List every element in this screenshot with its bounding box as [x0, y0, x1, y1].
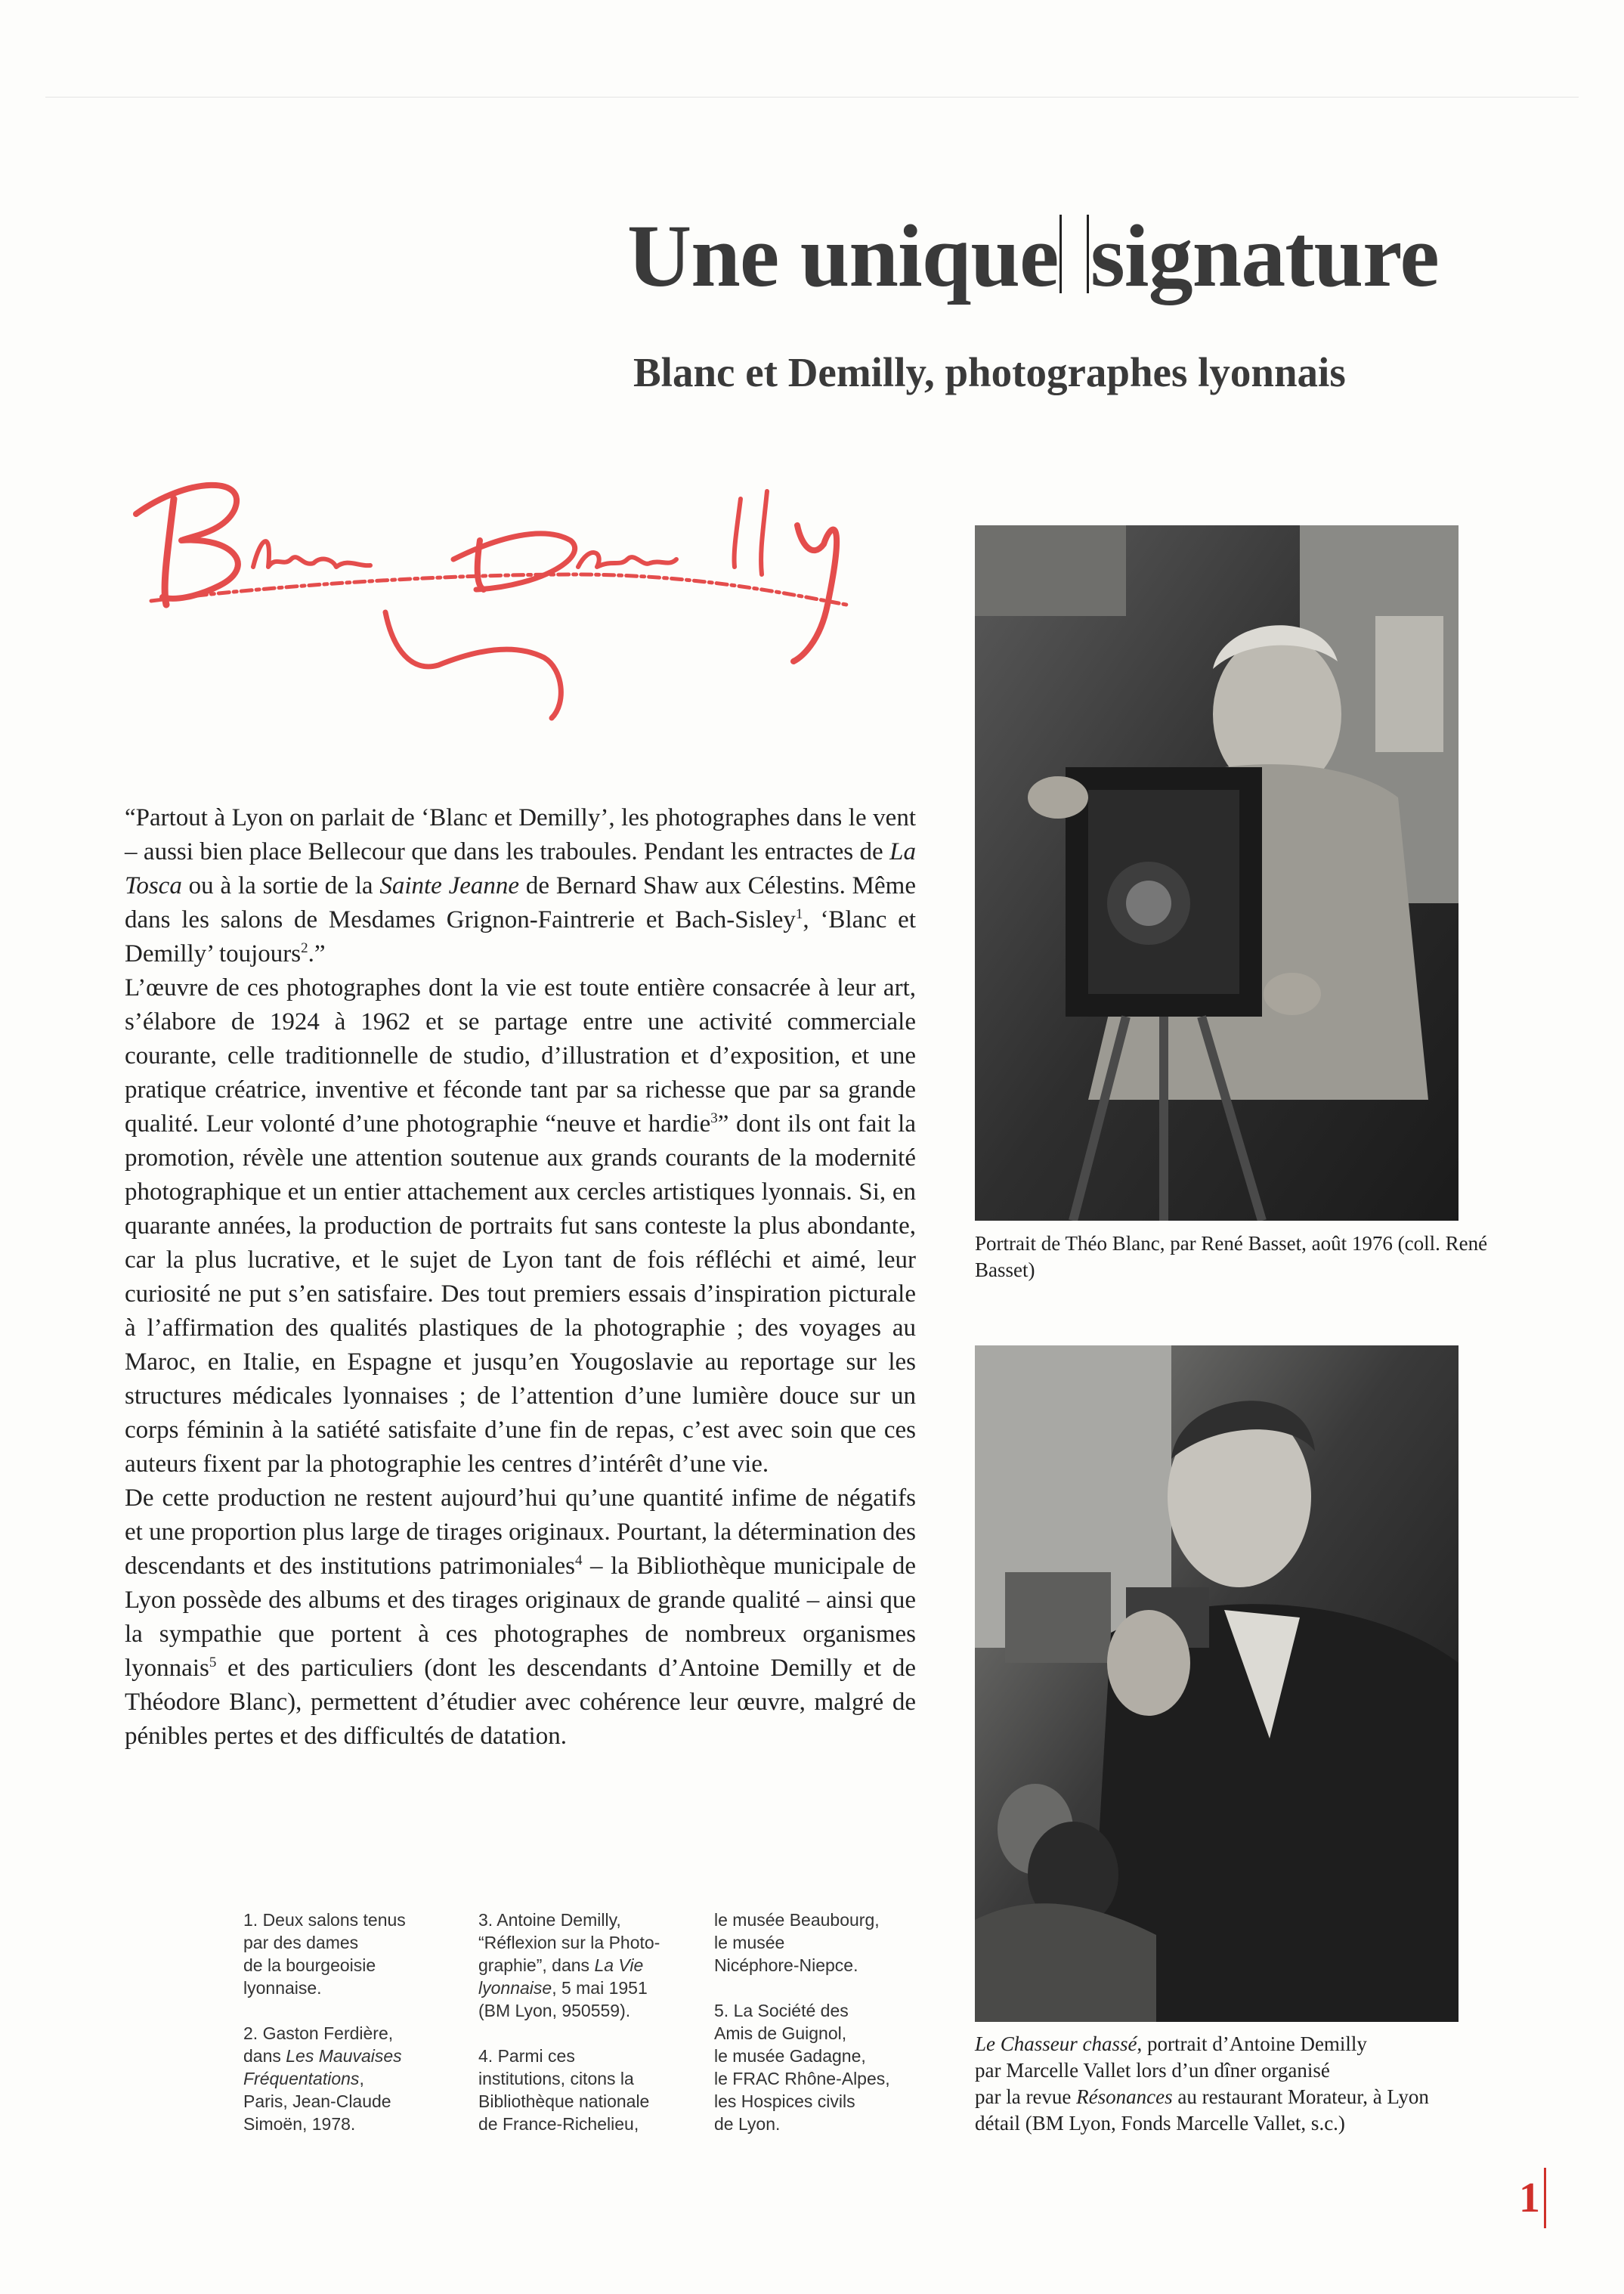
footnotes-col-3: [714, 1909, 926, 2158]
photo-1-caption: Portrait de Théo Blanc, par René Basset, août 1976 (coll. René Basset): [975, 1232, 1488, 1281]
paragraph-1: “Partout à Lyon on parlait de ‘Blanc et Demilly’, les photographes dans le vent – aussi bien place Bellecour que dans les traboules. Pendant les entractes de La Tosca ou à la sortie de la Sainte Jeanne de Bernard Shaw aux Célestins. Même dans les salons de Mesdames Grignon-Faintrerie et Bach-Sisley$^1$, ‘Blanc et Demilly’ toujours$^2$.”: [125, 804, 917, 967]
footnote-2: 2. Gaston Ferdière, dans Les Mauvaises Fréquentations, Paris, Jean-Claude Simoën, 1978.: [243, 2023, 402, 2134]
photo-antoine-demilly: [975, 1345, 1459, 2022]
top-rule: [45, 97, 1579, 98]
title-part1: Une unique: [627, 206, 1059, 305]
main-text: [125, 801, 916, 1754]
title-part2: signature: [1090, 206, 1439, 305]
paragraph-2: L’œuvre de ces photographes dont la vie est toute entière consacrée à leur art, s’élabore de 1924 à 1962 et se partage entre une activité commerciale courante, celle traditionnelle de studio, d’illustration et d’exposition, et une pratique créatrice, inventive et féconde tant par sa richesse que par sa grande qualité. Leur volonté d’une photographie “neuve et hardie$^3$” dont ils ont fait la promotion, révèle une attention soutenue aux grands courants de la modernité photographique et un entier attachement aux cercles artistiques lyonnais. Si, en quarante années, la production de portraits fut sans conteste la plus abondante, car la plus lucrative, et le sujet de Lyon tant de fois réfléchi et aimé, leur curiosité ne put s’en satisfaire. Des tout premiers essais d’inspiration picturale à l’affirmation des qualités plastiques de la photographie ; des voyages au Maroc, en Italie, en Espagne et jusqu’en Yougoslavie au reportage sur les structures médicales lyonnaises ; de l’attention d’une lumière douce sur un corps féminin à la satiété satisfaite d’une fin de repas, c’est avec soin que ces auteurs fixent par la photographie les centres d’intérêt d’une vie.: [125, 974, 916, 1478]
page-number-bar: [1544, 2168, 1546, 2228]
footnote-3: 3. Antoine Demilly, “Réflexion sur la Photo- graphie”, dans La Vie lyonnaise, 5 mai 1951 (BM Lyon, 950559).: [478, 1910, 660, 2020]
title-bar-1: [1059, 215, 1062, 293]
page-number: 1: [1519, 2175, 1540, 2221]
footnote-4-continued: le musée Beaubourg, le musée Nicéphore-Niepce.: [714, 1910, 880, 1975]
photo-theo-blanc: [975, 525, 1459, 1221]
footnote-5: 5. La Société des Amis de Guignol, le musée Gadagne, le FRAC Rhône-Alpes, les Hospices civils de Lyon.: [714, 2001, 890, 2134]
page-title: [627, 206, 1557, 305]
footnote-4: 4. Parmi ces institutions, citons la Bibliothèque nationale de France-Richelieu,: [478, 2046, 650, 2134]
paragraph-3: De cette production ne restent aujourd’hui qu’une quantité infime de négatifs et une proportion plus large de tirages originaux. Pourtant, la détermination des descendants et des institutions patrimoniales$^4$ – la Bibliothèque municipale de Lyon possède des albums et des tirages originaux de grande qualité – ainsi que la sympathie que portent à ces photographes de nombreux organismes lyonnais$^5$ et des particuliers (dont les descendants d’Antoine Demilly et de Théodore Blanc), permettent d’étudier avec cohérence leur œuvre, malgré de pénibles pertes et des difficultés de datation.: [125, 1484, 916, 1750]
page-subtitle: Blanc et Demilly, photographes lyonnais: [633, 349, 1346, 395]
photo-2-caption: Le Chasseur chassé, portrait d’Antoine Demilly par Marcelle Vallet lors d’un dîner organisé par la revue Résonances au restaurant Morateur, à Lyon détail (BM Lyon, Fonds Marcelle Vallet, s.c.): [975, 2032, 1429, 2135]
signature-image: [121, 454, 960, 794]
title-bar-2: [1087, 215, 1089, 293]
footnotes-col-1: [243, 1909, 440, 2158]
footnotes-col-2: [478, 1909, 682, 2158]
footnote-1: 1. Deux salons tenus par des dames de la bourgeoisie lyonnaise.: [243, 1910, 406, 1998]
